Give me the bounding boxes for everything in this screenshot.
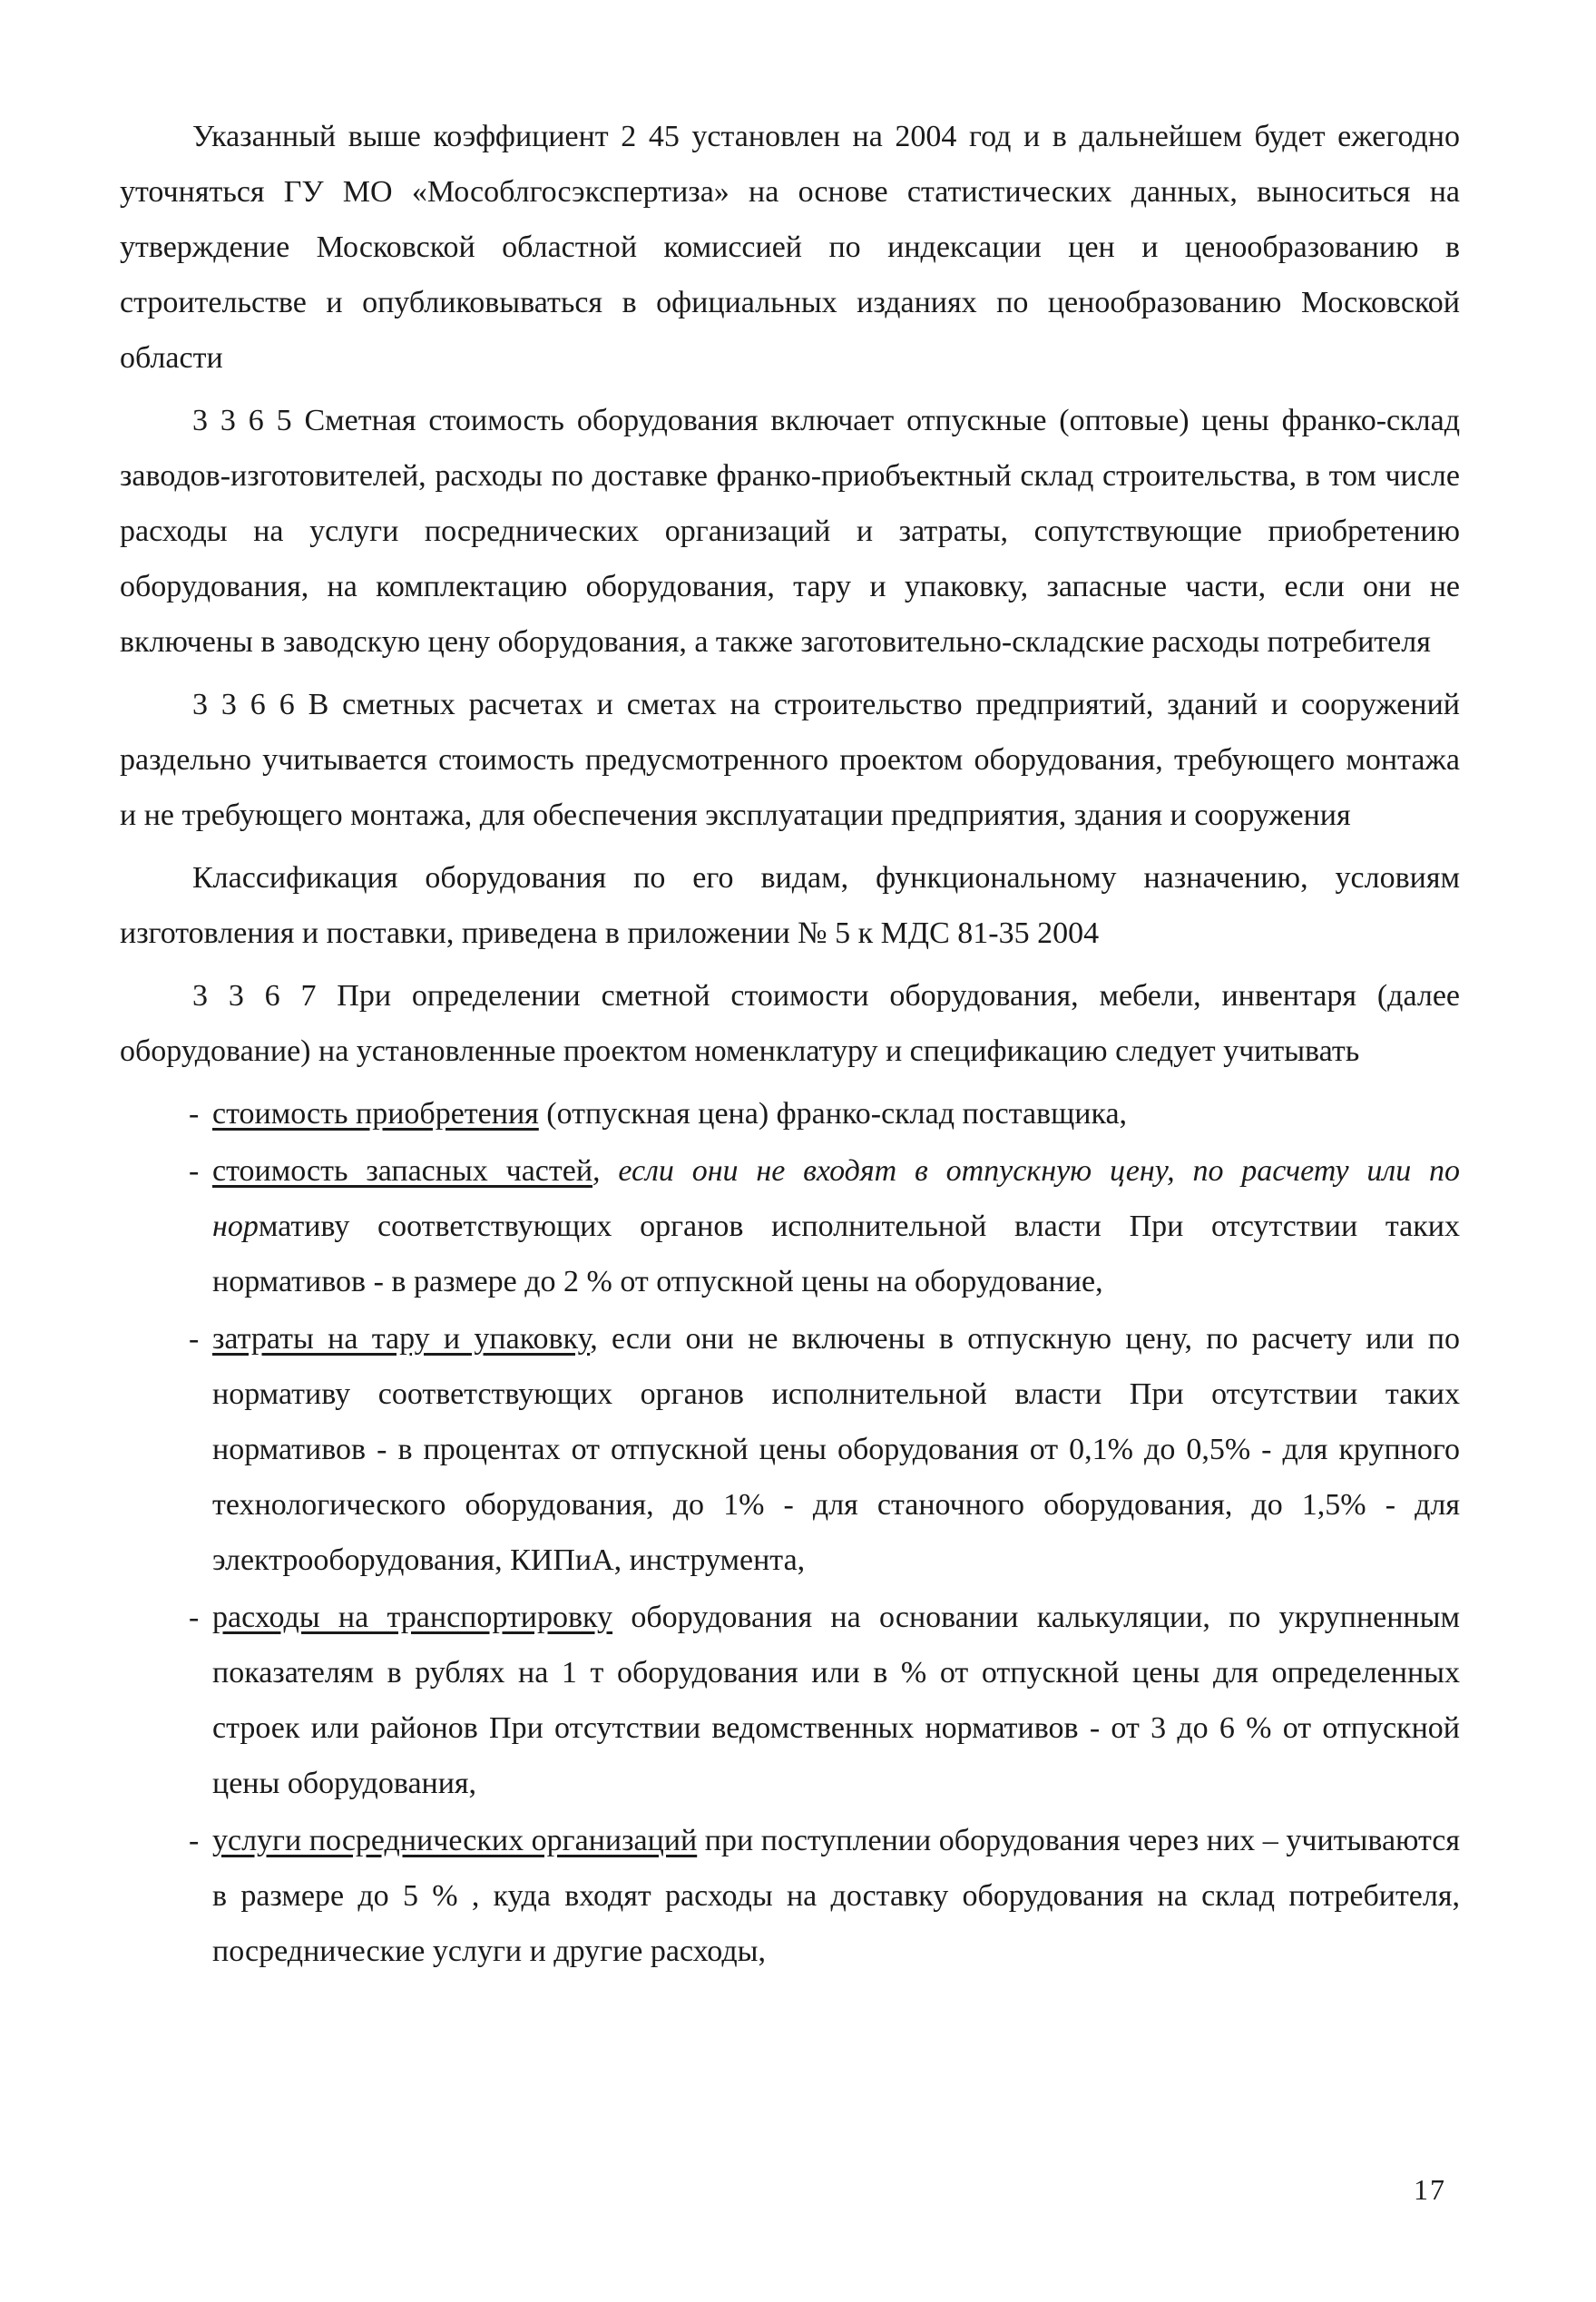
list-item [120, 1590, 1460, 1811]
list-item-term: затраты на тару и упаковку [212, 1322, 591, 1356]
list-item-term: стоимость запасных частей [212, 1154, 593, 1188]
list-item-text-italic: , если они не входят в отпускную цену, по расчету или по нор [212, 1154, 1460, 1243]
paragraph-3366: 3 3 6 6 В сметных расчетах и сметах на строительство предприятий, зданий и сооружений раздельно учитывается стоимость предусмотренного проектом оборудования, требующего монтажа и не требующего монтажа, для обеспечения эксплуатации предприятия, здания и сооружения [120, 688, 1460, 832]
paragraph-3365: 3 3 6 5 Сметная стоимость оборудования включает отпускные (оптовые) цены франко-склад заводов-изготовителей, расходы по доставке франко-приобъектный склад строительства, в том числе расходы на услуги посреднических организаций и затраты, сопутствующие приобретению оборудования, на комплектацию оборудования, тару и упаковку, запасные части, если они не включены в заводскую цену оборудования, а также заготовительно-складские расходы потребителя [120, 404, 1460, 659]
list-item-text: оборудования на основании калькуляции, по укрупненным показателям в рублях на 1 т оборудования или в % от отпускной цены для определенных строек или районов При отсутствии ведомственных нормативов - от 3 до 6 % от отпускной цены оборудования, [212, 1601, 1460, 1800]
list-item [120, 1813, 1460, 1979]
list-item [120, 1143, 1460, 1309]
list-dash: - [189, 1601, 200, 1634]
page-number: 17 [1414, 2173, 1446, 2206]
list-dash: - [189, 1322, 200, 1356]
list-dash: - [189, 1097, 200, 1131]
paragraph-classification: Классификация оборудования по его видам, функциональному назначению, условиям изготовления и поставки, приведена в приложении № 5 к МДС 81-35 2004 [120, 861, 1460, 950]
list-item [120, 1311, 1460, 1588]
list-item-text: (отпускная цена) франко-склад поставщика, [538, 1097, 1128, 1131]
list-item-term: расходы на транспортировку [212, 1601, 613, 1634]
list-dash: - [189, 1154, 200, 1188]
list-item [120, 1086, 1460, 1141]
paragraph-coefficient: Указанный выше коэффициент 2 45 установлен на 2004 год и в дальнейшем будет ежегодно уточняться ГУ МО «Мособлгосэкспертиза» на основе статистических данных, выноситься на утверждение Московской областной комиссией по индексации цен и ценообразованию в строительстве и опубликовываться в официальных изданиях по ценообразованию Московской области [120, 120, 1460, 375]
list-item-text: при поступлении оборудования через них – учитываются в размере до 5 % , куда входят расходы на доставку оборудования на склад потребителя, посреднические услуги и другие расходы, [212, 1824, 1460, 1968]
list-item-text: , если они не включены в отпускную цену, по расчету или по нормативу соответствующих органов исполнительной власти При отсутствии таких нормативов - в процентах от отпускной цены оборудования от 0,1% до 0,5% - для крупного технологического оборудования, до 1% - для станочного оборудования, до 1,5% - для электрооборудования, КИПиА, инструмента, [212, 1322, 1460, 1577]
list-item-term: услуги посреднических организаций [212, 1824, 698, 1857]
list-dash: - [189, 1824, 200, 1857]
cost-items-list [120, 1086, 1460, 1979]
list-item-text: мативу соответствующих органов исполнительной власти При отсутствии таких нормативов - в размере до 2 % от отпускной цены на оборудование, [212, 1210, 1460, 1298]
paragraph-3367: 3 3 6 7 При определении сметной стоимости оборудования, мебели, инвентаря (далее оборудование) на установленные проектом номенклатуру и спецификацию следует учитывать [120, 979, 1460, 1068]
list-item-term: стоимость приобретения [212, 1097, 539, 1131]
